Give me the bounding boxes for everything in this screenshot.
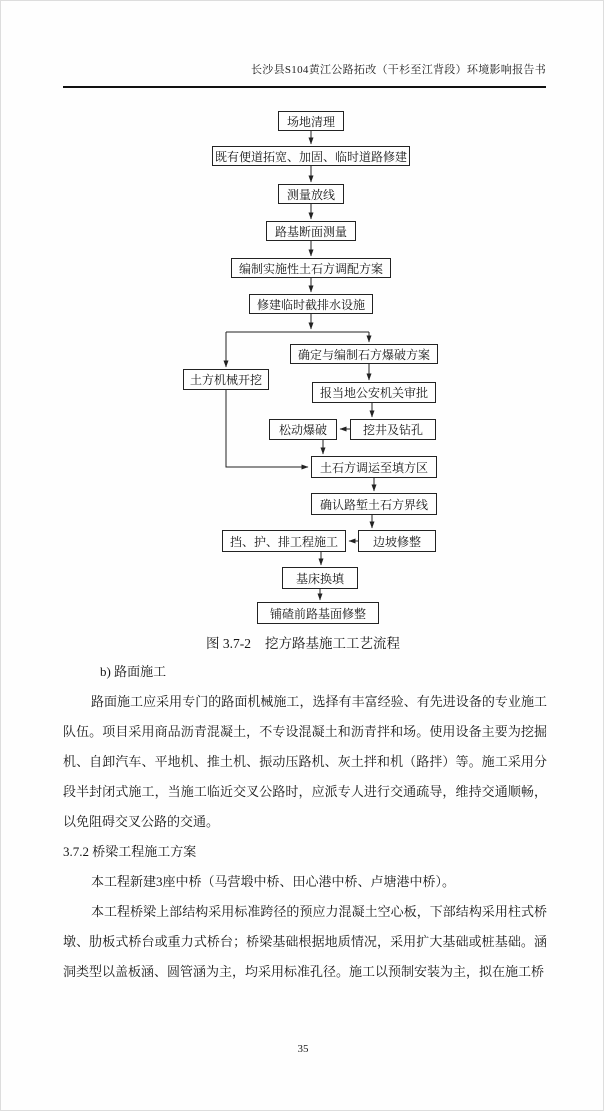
flow-box-temp-drainage: 修建临时截排水设施	[249, 294, 373, 314]
flow-box-access-road-works: 既有便道拓宽、加固、临时道路修建	[212, 146, 410, 166]
flow-box-police-approval: 报当地公安机关审批	[312, 382, 436, 403]
flow-box-earthwork-allocation-plan: 编制实施性土石方调配方案	[231, 258, 391, 278]
flow-box-well-drilling: 挖井及钻孔	[350, 419, 436, 440]
flow-box-slope-trimming: 边坡修整	[358, 530, 436, 552]
flow-box-site-clearing: 场地清理	[278, 111, 344, 131]
header-rule	[63, 86, 546, 88]
flow-box-mechanical-excavation: 土方机械开挖	[183, 369, 269, 390]
bridge-count-paragraph: 本工程新建3座中桥（马营塅中桥、田心港中桥、卢塘港中桥）。	[91, 874, 456, 889]
flow-box-retaining-works: 挡、护、排工程施工	[222, 530, 346, 552]
figure-caption-label: 图 3.7-2	[206, 636, 251, 651]
pavement-paragraph: 路面施工应采用专门的路面机械施工，选择有丰富经验、有先进设备的专业施工队伍。项目采用商品沥青混凝土，不专设混凝土和沥青拌和场。使用设备主要为挖掘机、自卸汽车、平地机、推土机、振动压路机、灰土拌和机（路拌）等。施工采用分段半封闭式施工，当施工临近交叉公路时，应派专人进行交通疏导，维持交通顺畅，以免阻碍交叉公路的交通。	[63, 694, 547, 829]
flow-box-subgrade-replacement: 基床换填	[282, 567, 358, 589]
flow-box-cut-boundary-confirm: 确认路堑土石方界线	[311, 493, 437, 515]
section-372-heading: 3.7.2 桥梁工程施工方案	[63, 844, 197, 859]
figure-caption-title: 挖方路基施工工艺流程	[265, 636, 400, 651]
bridge-structure-paragraph: 本工程桥梁上部结构采用标准跨径的预应力混凝土空心板，下部结构采用柱式桥墩、肋板式桥台或重力式桥台；桥梁基础根据地质情况，采用扩大基础或桩基础。涵洞类型以盖板涵、圆管涵为主，均采用标准孔径。施工以预制安装为主，拟在施工桥	[63, 904, 547, 979]
running-header: 长沙县S104黄江公路拓改（干杉至江背段）环境影响报告书	[250, 64, 546, 76]
body-text	[63, 657, 547, 987]
figure-caption	[1, 632, 604, 652]
page-number: 35	[297, 1043, 309, 1055]
flow-box-subgrade-section-survey: 路基断面测量	[266, 221, 356, 241]
flow-box-earthwork-hauling: 土石方调运至填方区	[311, 456, 437, 478]
flow-box-surface-trimming: 铺碴前路基面修整	[257, 602, 379, 624]
flow-box-blasting-plan: 确定与编制石方爆破方案	[290, 344, 438, 364]
flow-box-survey-layout: 测量放线	[278, 184, 344, 204]
flow-box-loose-blasting: 松动爆破	[269, 419, 337, 440]
flowchart-connectors	[1, 1, 604, 651]
section-b-heading: b) 路面施工	[100, 664, 167, 679]
